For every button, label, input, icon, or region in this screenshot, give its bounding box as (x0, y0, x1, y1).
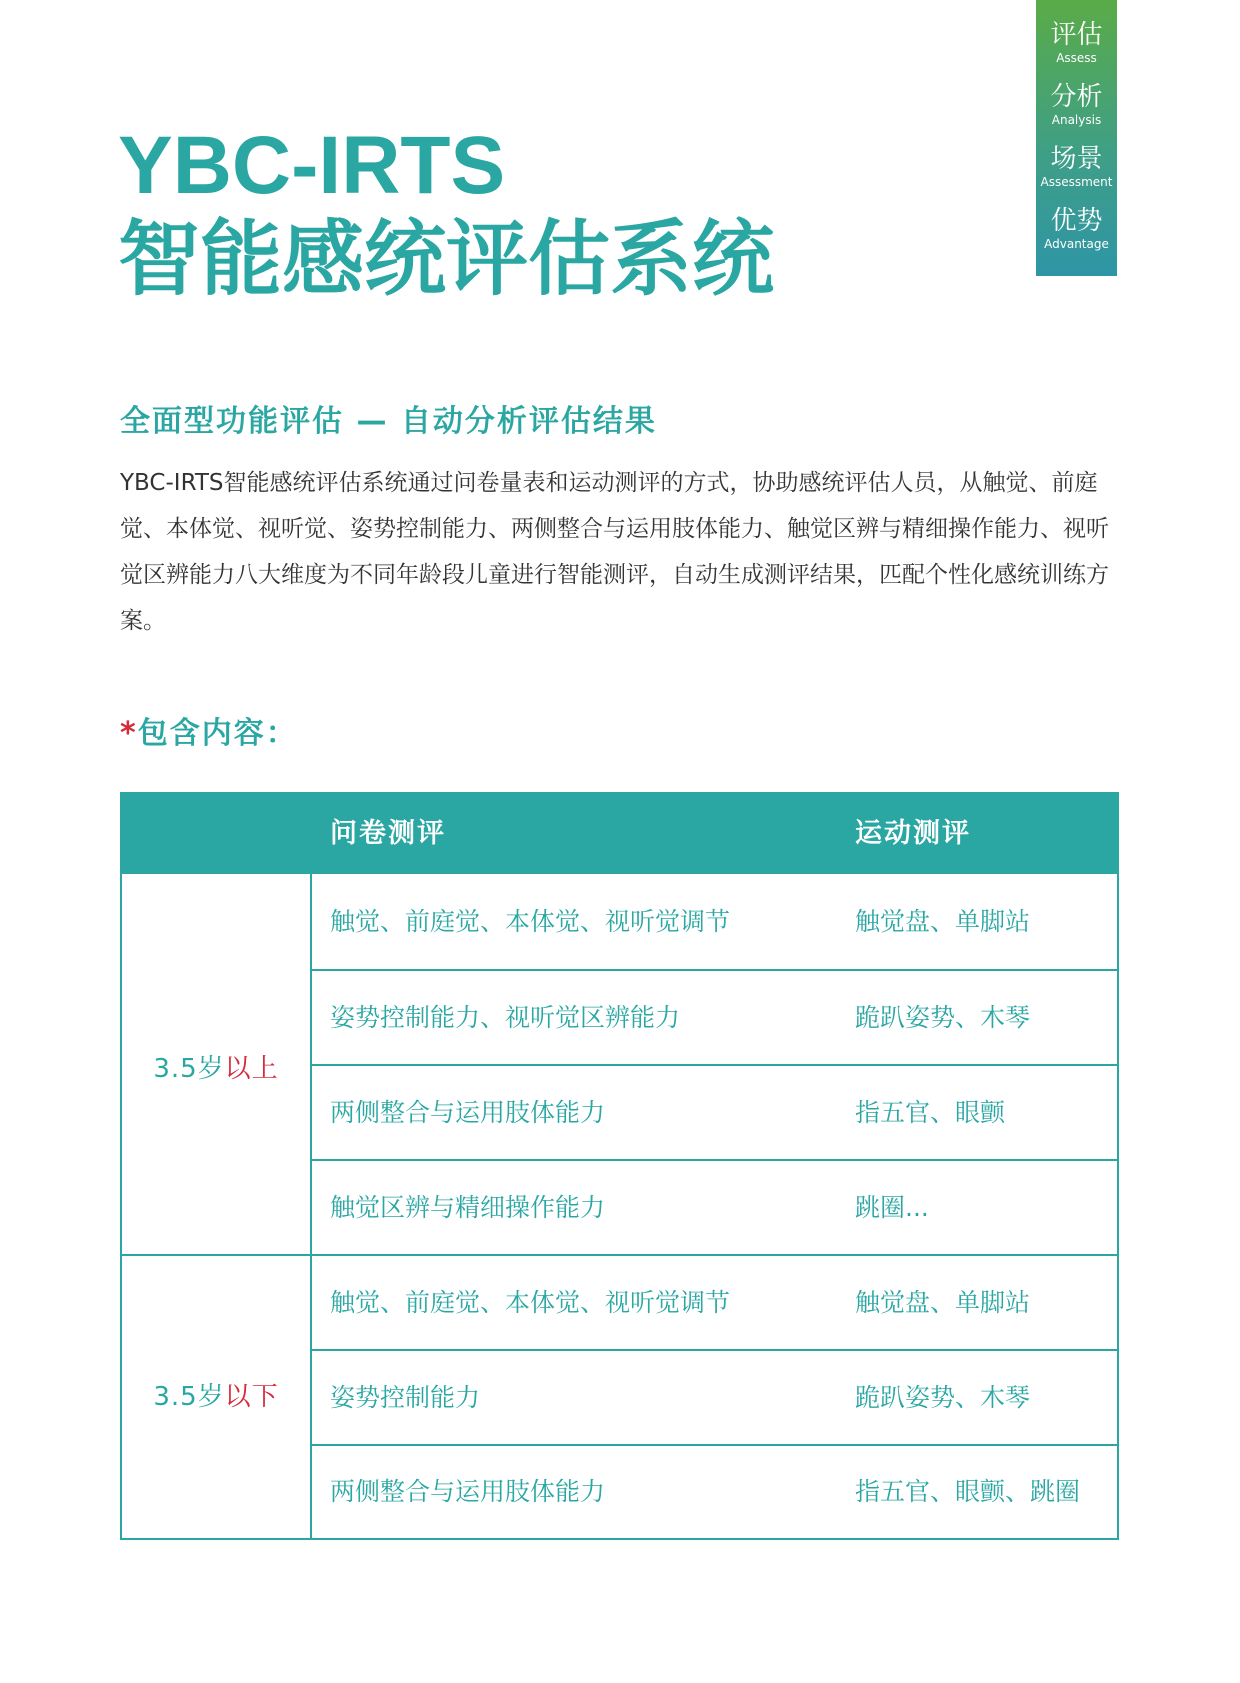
asterisk: * (120, 716, 138, 751)
side-tab-analysis[interactable] (1036, 82, 1117, 128)
age-value: 3.5岁 (153, 1382, 225, 1412)
motor-cell: 触觉盘、单脚站 (855, 1288, 1031, 1317)
side-tab-assess[interactable] (1036, 20, 1117, 66)
questionnaire-cell: 姿势控制能力 (330, 1383, 481, 1412)
questionnaire-cell: 触觉、前庭觉、本体觉、视听觉调节 (330, 907, 731, 936)
side-tabs (1036, 0, 1117, 276)
table-header (122, 794, 1117, 874)
motor-cell: 指五官、眼颤 (855, 1098, 1006, 1127)
age-range: 以上 (224, 1054, 279, 1084)
motor-cell: 跳圈... (855, 1193, 929, 1222)
section-subtitle: 全面型功能评估 — 自动分析评估结果 (120, 404, 657, 439)
motor-cell: 跪趴姿势、木琴 (855, 1383, 1031, 1412)
column-divider (310, 874, 312, 1538)
questionnaire-cell: 触觉区辨与精细操作能力 (330, 1193, 606, 1222)
motor-cell: 跪趴姿势、木琴 (855, 1003, 1031, 1032)
questionnaire-cell: 姿势控制能力、视听觉区辨能力 (330, 1003, 681, 1032)
side-tab-en: Assessment (1040, 175, 1113, 189)
assessment-table (120, 792, 1119, 1540)
age-range: 以下 (224, 1382, 279, 1412)
product-title-zh: 智能感统评估系统 (118, 212, 775, 307)
intro-paragraph: YBC-IRTS智能感统评估系统通过问卷量表和运动测评的方式，协助感统评估人员，从触觉、前庭觉、本体觉、视听觉、姿势控制能力、两侧整合与运用肢体能力、触觉区辨与精细操作能力、视听觉区辨能力八大维度为不同年龄段儿童进行智能测评，自动生成测评结果，匹配个性化感统训练方案。 (120, 470, 1109, 634)
contents-label (120, 712, 298, 756)
contents-label-text: 包含内容： (137, 716, 298, 751)
side-tab-zh: 优势 (1050, 206, 1103, 236)
header-questionnaire: 问卷测评 (330, 818, 446, 849)
questionnaire-cell: 两侧整合与运用肢体能力 (330, 1477, 606, 1506)
age-group-below (122, 1372, 310, 1422)
side-tab-zh: 评估 (1050, 20, 1103, 50)
side-tab-en: Assess (1056, 51, 1097, 65)
side-tab-zh: 场景 (1050, 144, 1103, 174)
header-motor: 运动测评 (855, 818, 971, 849)
side-tab-en: Advantage (1044, 237, 1109, 251)
motor-cell: 指五官、眼颤、跳圈 (855, 1477, 1081, 1506)
age-group-above (122, 1044, 310, 1094)
side-tab-advantage[interactable] (1036, 206, 1117, 252)
age-value: 3.5岁 (153, 1054, 225, 1084)
questionnaire-cell: 两侧整合与运用肢体能力 (330, 1098, 606, 1127)
motor-cell: 触觉盘、单脚站 (855, 907, 1031, 936)
side-tab-zh: 分析 (1050, 82, 1103, 112)
side-tab-en: Analysis (1051, 113, 1102, 127)
side-tab-scene[interactable] (1036, 144, 1117, 190)
questionnaire-cell: 触觉、前庭觉、本体觉、视听觉调节 (330, 1288, 731, 1317)
product-title-en: YBC-IRTS (118, 120, 506, 211)
